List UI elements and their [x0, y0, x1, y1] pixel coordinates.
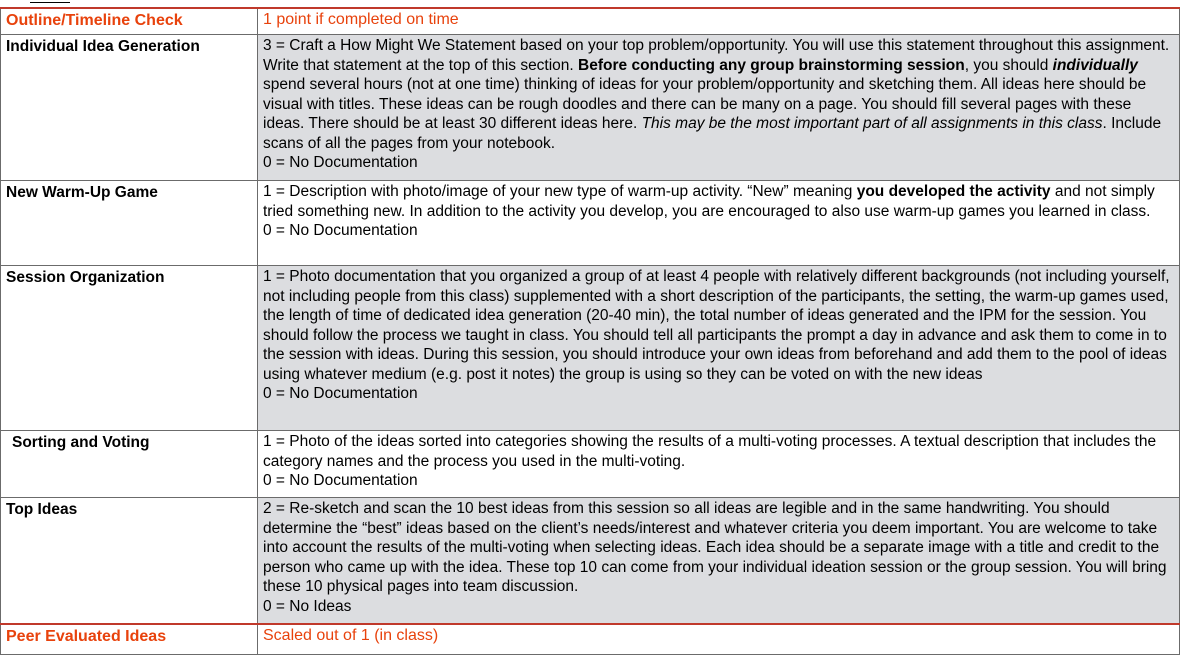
rubric-table [0, 7, 1180, 655]
row-label: Individual Idea Generation [1, 35, 258, 181]
row-description [258, 498, 1180, 625]
desc-text: 2 = Re-sketch and scan the 10 best ideas from this session so all ideas are legible and in the same handwriting. You should determine the “best” ideas based on the client’s needs/interest and whatever criteria you deem important. You are welcome to take into account the results of the multi-voting when selecting ideas. Each idea should be a separate image with a title and credit to the person who came up with the idea. These top 10 can come from your individual ideation session or the group session. You will bring these 10 physical pages into team discussion. [263, 500, 1167, 595]
row-label: Session Organization [1, 266, 258, 431]
row-description [258, 431, 1180, 498]
desc-italic-text: This may be the most important part of all assignments in this class [641, 115, 1103, 132]
row-description [258, 35, 1180, 181]
row-label: Peer Evaluated Ideas [1, 624, 258, 655]
rubric-row-individual-idea-generation [1, 35, 1180, 181]
row-label: Outline/Timeline Check [1, 8, 258, 35]
desc-text: 1 = Description with photo/image of your new type of warm-up activity. “New” meaning [263, 183, 857, 200]
row-description: 1 point if completed on time [258, 8, 1180, 35]
cut-off-heading [0, 0, 1180, 4]
row-label: New Warm-Up Game [1, 181, 258, 266]
rubric-row-top-ideas [1, 498, 1180, 625]
desc-text: 1 = Photo documentation that you organized a group of at least 4 people with relatively different backgrounds (not including yourself, not including people from this class) supplemented with a short description of the participants, the setting, the warm-up games used, the length of time of dedicated idea generation (20-40 min), the total number of ideas generated and the IPM for the session. You should follow the process we taught in class. You should tell all participants the prompt a day in advance and ask them to come in to the session with ideas. During this session, you should introduce your own ideas from beforehand and add them to the pool of ideas using whatever medium (e.g. post it notes) the group is using so they can be voted on with the new ideas [263, 268, 1170, 383]
zero-score-text: 0 = No Documentation [263, 154, 418, 171]
zero-score-text: 0 = No Documentation [263, 385, 418, 402]
desc-bold-text: you developed the activity [856, 183, 1051, 200]
zero-score-text: 0 = No Documentation [263, 472, 418, 489]
row-description [258, 181, 1180, 266]
desc-text: 1 = Photo of the ideas sorted into categories showing the results of a multi-voting processes. A textual description that includes the category names and the process you used in the multi-voting. [263, 433, 1157, 470]
desc-text: 3 = Craft a How Might We Statement based on your top problem/opportunity. You will use this statement throughout this assignment. Write that statement at the top of this section. [263, 37, 1170, 74]
row-label: Sorting and Voting [1, 431, 258, 498]
rubric-row-sorting-and-voting [1, 431, 1180, 498]
row-label: Top Ideas [1, 498, 258, 625]
desc-text: , you should [964, 56, 1053, 74]
zero-score-text: 0 = No Documentation [263, 222, 418, 239]
rubric-row-peer-evaluated-ideas [1, 624, 1180, 655]
desc-text: and not simply tried something new. In addition to the activity you develop, you are encouraged to also use warm-up games you learned in class. [263, 183, 1155, 220]
desc-text: . Include scans of all the pages from your notebook. [263, 115, 1162, 152]
row-description: Scaled out of 1 (in class) [258, 624, 1180, 655]
row-description [258, 266, 1180, 431]
desc-bold-italic-text: individually [1052, 56, 1138, 74]
zero-score-text: 0 = No Ideas [263, 597, 352, 615]
rubric-row-new-warm-up-game [1, 181, 1180, 266]
rubric-row-session-organization [1, 266, 1180, 431]
desc-text: spend several hours (not at one time) thinking of ideas for your problem/opportunity and sketching them. All ideas here should be visual with titles. These ideas can be rough doodles and there can be many on a page. You should fill several pages with these ideas. There should be at least 30 different ideas here. [263, 76, 1147, 132]
desc-bold-text: Before conducting any group brainstorming session [578, 56, 965, 74]
rubric-row-outline-timeline-check [1, 8, 1180, 35]
